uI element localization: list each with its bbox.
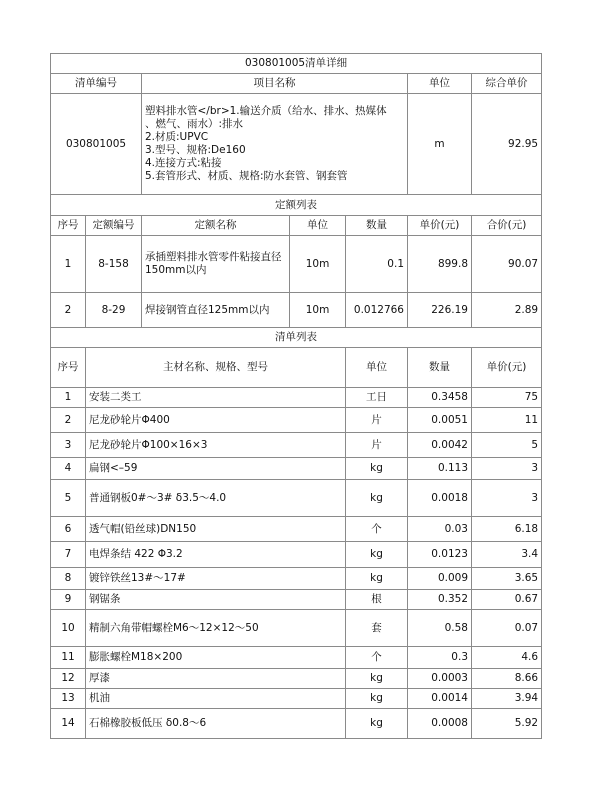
mat-price: 0.07 [472, 610, 542, 647]
bill-detail-table [50, 53, 542, 739]
mat-qty: 0.0051 [408, 408, 472, 433]
item-description [142, 94, 408, 195]
mat-qty: 0.352 [408, 590, 472, 610]
price-header: 综合单价 [472, 74, 542, 94]
quota-no: 2 [51, 293, 86, 328]
mat-header-price: 单价(元) [472, 348, 542, 388]
mat-price: 5.92 [472, 709, 542, 739]
mat-no: 8 [51, 568, 86, 590]
table-row [51, 517, 542, 542]
mat-price: 5 [472, 433, 542, 458]
table-row [51, 590, 542, 610]
mat-no: 5 [51, 480, 86, 517]
mat-unit: kg [346, 709, 408, 739]
mat-price: 0.67 [472, 590, 542, 610]
mat-name: 电焊条结 422 Φ3.2 [86, 542, 346, 568]
mat-qty: 0.0018 [408, 480, 472, 517]
mat-qty: 0.0123 [408, 542, 472, 568]
quota-code: 8-158 [86, 236, 142, 293]
quota-header-total: 合价(元) [472, 216, 542, 236]
mat-name: 透气帽(铅丝球)DN150 [86, 517, 346, 542]
mat-name: 石棉橡胶板低压 δ0.8～6 [86, 709, 346, 739]
table-row [51, 542, 542, 568]
mat-unit: 个 [346, 647, 408, 669]
item-desc-line: 5.套管形式、材质、规格:防水套管、钢套管 [145, 170, 348, 182]
mat-qty: 0.0003 [408, 669, 472, 689]
mat-name: 钢锯条 [86, 590, 346, 610]
mat-price: 6.18 [472, 517, 542, 542]
table-row [51, 568, 542, 590]
mat-qty: 0.0042 [408, 433, 472, 458]
quota-unit: 10m [290, 236, 346, 293]
item-desc-line: 3.型号、规格:De160 [145, 144, 246, 156]
mat-unit: kg [346, 689, 408, 709]
mat-no: 10 [51, 610, 86, 647]
mat-qty: 0.009 [408, 568, 472, 590]
mat-price: 4.6 [472, 647, 542, 669]
mat-unit: 根 [346, 590, 408, 610]
mat-name: 机油 [86, 689, 346, 709]
item-desc-line: 、燃气、雨水）:排水 [145, 118, 244, 130]
mat-name: 精制六角带帽螺栓M6～12×12～50 [86, 610, 346, 647]
quota-header-no: 序号 [51, 216, 86, 236]
mat-qty: 0.03 [408, 517, 472, 542]
table-row [51, 647, 542, 669]
quota-price: 899.8 [408, 236, 472, 293]
quota-section [51, 195, 542, 328]
mat-price: 75 [472, 388, 542, 408]
mat-unit: 个 [346, 517, 408, 542]
quota-price: 226.19 [408, 293, 472, 328]
mat-qty: 0.0014 [408, 689, 472, 709]
quota-section-title: 定额列表 [51, 195, 542, 216]
mat-price: 3.65 [472, 568, 542, 590]
mat-no: 1 [51, 388, 86, 408]
quota-name: 承插塑料排水管零件粘接直径150mm以内 [142, 236, 290, 293]
table-row [51, 480, 542, 517]
mat-no: 9 [51, 590, 86, 610]
mat-unit: kg [346, 542, 408, 568]
item-desc-line: 2.材质:UPVC [145, 131, 209, 143]
mat-name: 扁钢<–59 [86, 458, 346, 480]
mat-name: 安装二类工 [86, 388, 346, 408]
quota-qty: 0.012766 [346, 293, 408, 328]
item-code: 030801005 [51, 94, 142, 195]
unit-header: 单位 [408, 74, 472, 94]
mat-no: 4 [51, 458, 86, 480]
mat-unit: 片 [346, 433, 408, 458]
mat-name: 普通钢板0#～3# δ3.5～4.0 [86, 480, 346, 517]
mat-unit: kg [346, 669, 408, 689]
mat-no: 12 [51, 669, 86, 689]
materials-section [51, 328, 542, 739]
quota-header-code: 定额编号 [86, 216, 142, 236]
quota-total: 2.89 [472, 293, 542, 328]
quota-no: 1 [51, 236, 86, 293]
mat-unit: 片 [346, 408, 408, 433]
item-unit: m [408, 94, 472, 195]
mat-name: 尼龙砂轮片Φ400 [86, 408, 346, 433]
mat-unit: kg [346, 480, 408, 517]
mat-qty: 0.113 [408, 458, 472, 480]
mat-header-name: 主材名称、规格、型号 [86, 348, 346, 388]
table-row [51, 388, 542, 408]
mat-qty: 0.58 [408, 610, 472, 647]
mat-header-no: 序号 [51, 348, 86, 388]
mat-header-unit: 单位 [346, 348, 408, 388]
mat-no: 14 [51, 709, 86, 739]
table-title: 030801005清单详细 [51, 54, 542, 74]
mat-unit: 套 [346, 610, 408, 647]
mat-name: 膨胀螺栓M18×200 [86, 647, 346, 669]
quota-total: 90.07 [472, 236, 542, 293]
mat-no: 7 [51, 542, 86, 568]
table-row [51, 293, 542, 328]
quota-qty: 0.1 [346, 236, 408, 293]
mat-unit: kg [346, 568, 408, 590]
bill-header-section [51, 54, 542, 195]
item-desc-line: 塑料排水管</br>1.输送介质（给水、排水、热媒体 [145, 105, 387, 117]
mat-name: 镀锌铁丝13#～17# [86, 568, 346, 590]
table-row [51, 458, 542, 480]
quota-unit: 10m [290, 293, 346, 328]
mat-qty: 0.3458 [408, 388, 472, 408]
mat-no: 13 [51, 689, 86, 709]
quota-name: 焊接钢管直径125mm以内 [142, 293, 290, 328]
table-row [51, 433, 542, 458]
mat-price: 8.66 [472, 669, 542, 689]
quota-header-name: 定额名称 [142, 216, 290, 236]
mat-no: 2 [51, 408, 86, 433]
item-desc-line: 4.连接方式:粘接 [145, 157, 222, 169]
mat-price: 3 [472, 458, 542, 480]
table-row [51, 236, 542, 293]
table-row [51, 669, 542, 689]
table-row [51, 689, 542, 709]
quota-header-price: 单价(元) [408, 216, 472, 236]
mat-header-qty: 数量 [408, 348, 472, 388]
table-row [51, 709, 542, 739]
quota-code: 8-29 [86, 293, 142, 328]
table-row [51, 610, 542, 647]
mat-name: 尼龙砂轮片Φ100×16×3 [86, 433, 346, 458]
quota-header-unit: 单位 [290, 216, 346, 236]
mat-unit: 工日 [346, 388, 408, 408]
mat-price: 11 [472, 408, 542, 433]
table-row [51, 408, 542, 433]
mat-qty: 0.3 [408, 647, 472, 669]
code-header: 清单编号 [51, 74, 142, 94]
mat-price: 3.94 [472, 689, 542, 709]
mat-qty: 0.0008 [408, 709, 472, 739]
quota-header-qty: 数量 [346, 216, 408, 236]
mat-no: 3 [51, 433, 86, 458]
name-header: 项目名称 [142, 74, 408, 94]
materials-section-title: 清单列表 [51, 328, 542, 348]
item-price: 92.95 [472, 94, 542, 195]
mat-no: 6 [51, 517, 86, 542]
mat-price: 3 [472, 480, 542, 517]
mat-name: 厚漆 [86, 669, 346, 689]
mat-no: 11 [51, 647, 86, 669]
mat-unit: kg [346, 458, 408, 480]
mat-price: 3.4 [472, 542, 542, 568]
